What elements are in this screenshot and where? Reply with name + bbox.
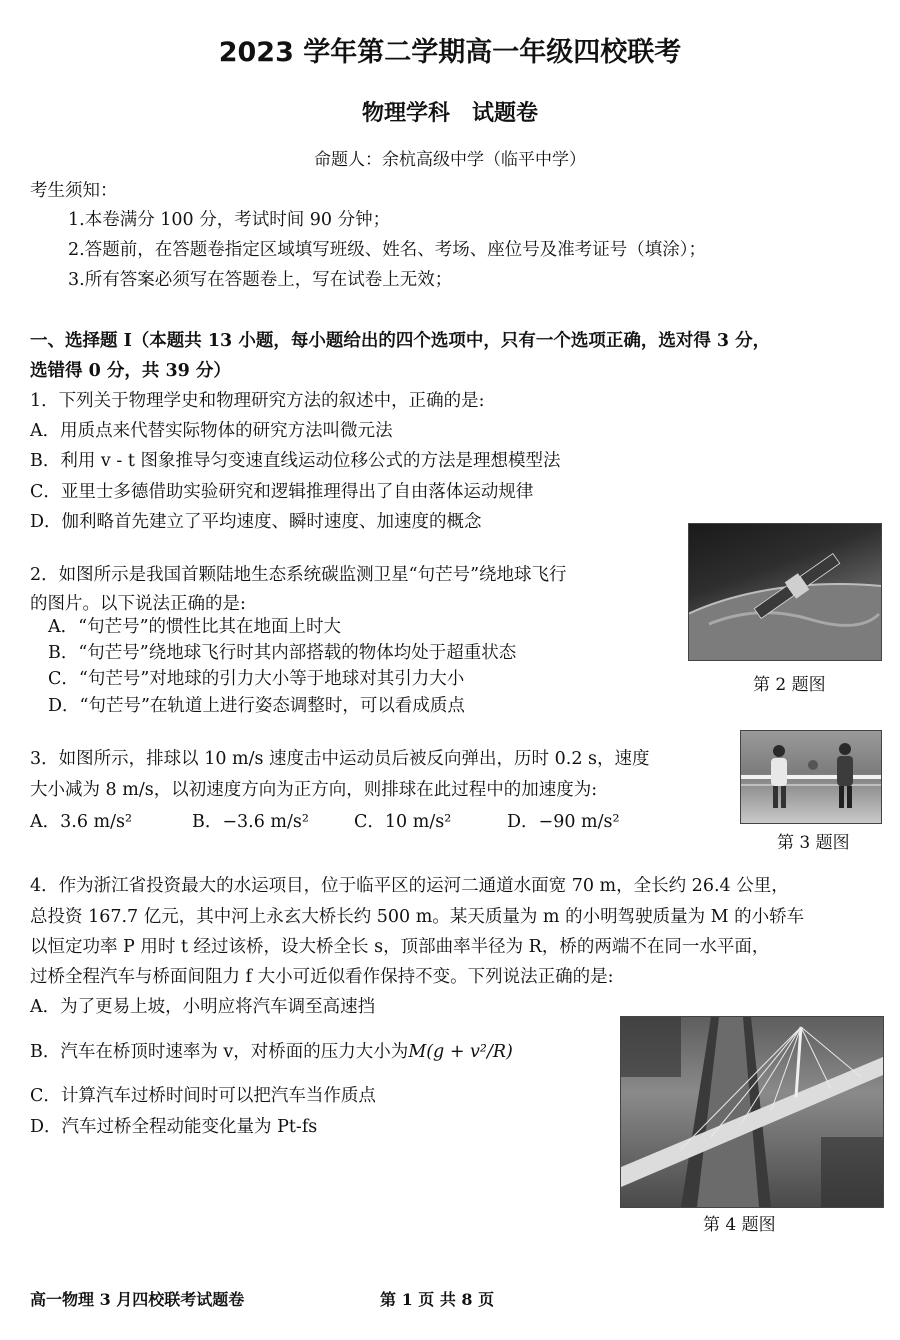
question-1-option: C．亚里士多德借助实验研究和逻辑推理得出了自由落体运动规律 — [30, 482, 534, 502]
question-4-stem: 4．作为浙江省投资最大的水运项目，位于临平区的运河二通道水面宽 70 m，全长约 26.4 公里， — [30, 876, 789, 896]
section-heading: 选错得 0 分，共 39 分） — [30, 361, 231, 381]
figure-2-caption: 第 2 题图 — [753, 675, 826, 695]
figure-4-caption: 第 4 题图 — [703, 1215, 776, 1235]
question-4-stem: 以恒定功率 P 用时 t 经过该桥，设大桥全长 s，顶部曲率半径为 R，桥的两端不在同一水平面， — [30, 937, 770, 957]
volleyball-image — [740, 730, 882, 824]
question-1-option: D．伽利略首先建立了平均速度、瞬时速度、加速度的概念 — [30, 512, 482, 532]
question-4-option: A．为了更易上坡，小明应将汽车调至高速挡 — [30, 997, 376, 1017]
section-heading: 一、选择题 I（本题共 13 小题，每小题给出的四个选项中，只有一个选项正确，选对得 3 分， — [30, 331, 771, 351]
exam-title: 2023 学年第二学期高一年级四校联考 — [218, 37, 682, 68]
question-2-option: D．“句芒号”在轨道上进行姿态调整时，可以看成质点 — [48, 696, 465, 716]
question-1-option: B．利用 v - t 图象推导匀变速直线运动位移公式的方法是理想模型法 — [30, 451, 561, 471]
question-4-stem: 过桥全程汽车与桥面间阻力 f 大小可近似看作保持不变。下列说法正确的是: — [30, 967, 614, 987]
question-2-option: A．“句芒号”的惯性比其在地面上时大 — [48, 617, 342, 637]
footer-page-number: 第 1 页 共 8 页 — [380, 1290, 495, 1309]
question-1-stem: 1．下列关于物理学史和物理研究方法的叙述中，正确的是: — [30, 391, 485, 411]
footer-exam-name: 高一物理 3 月四校联考试题卷 — [30, 1290, 245, 1309]
question-3-stem: 3．如图所示，排球以 10 m/s 速度击中运动员后被反向弹出，历时 0.2 s，速度 — [30, 749, 650, 769]
volleyball-illustration — [741, 731, 881, 823]
bridge-image — [620, 1016, 884, 1208]
notice-item: 1.本卷满分 100 分，考试时间 90 分钟； — [68, 210, 391, 230]
notice-item: 3.所有答案必须写在答题卷上，写在试卷上无效； — [68, 270, 453, 290]
question-2-stem: 2．如图所示是我国首颗陆地生态系统碳监测卫星“句芒号”绕地球飞行 — [30, 565, 567, 585]
notice-heading: 考生须知： — [30, 181, 118, 201]
question-3-option: A．3.6 m/s² — [30, 812, 133, 832]
question-4-option-b-text: B．汽车在桥顶时速率为 v，对桥面的压力大小为 — [30, 1042, 409, 1062]
satellite-illustration — [689, 524, 881, 660]
question-3-option: B．−3.6 m/s² — [192, 812, 309, 832]
question-2-stem: 的图片。以下说法正确的是: — [30, 594, 246, 614]
question-3-option: D．−90 m/s² — [507, 812, 620, 832]
question-2-option: C．“句芒号”对地球的引力大小等于地球对其引力大小 — [48, 669, 465, 689]
question-4-option: D．汽车过桥全程动能变化量为 Pt-fs — [30, 1117, 318, 1137]
question-3-stem: 大小减为 8 m/s，以初速度方向为正方向，则排球在此过程中的加速度为: — [30, 780, 598, 800]
exam-author: 命题人：余杭高级中学（临平中学） — [314, 150, 586, 170]
notice-item: 2.答题前，在答题卷指定区域填写班级、姓名、考场、座位号及准考证号（填涂）； — [68, 240, 706, 260]
figure-3-caption: 第 3 题图 — [777, 833, 850, 853]
question-4-option: C．计算汽车过桥时间时可以把汽车当作质点 — [30, 1086, 376, 1106]
question-4-option — [30, 1038, 513, 1063]
question-4-option-b-formula: M(g + v²/R) — [408, 1042, 513, 1062]
question-4-stem: 总投资 167.7 亿元，其中河上永玄大桥长约 500 m。某天质量为 m 的小明驾驶质量为 M 的小轿车 — [30, 907, 805, 927]
question-1-option: A．用质点来代替实际物体的研究方法叫微元法 — [30, 421, 393, 441]
question-3-option: C．10 m/s² — [354, 812, 452, 832]
question-2-option: B．“句芒号”绕地球飞行时其内部搭载的物体均处于超重状态 — [48, 643, 517, 663]
satellite-image — [688, 523, 882, 661]
exam-subtitle: 物理学科 试题卷 — [361, 101, 538, 126]
bridge-illustration — [621, 1017, 883, 1207]
